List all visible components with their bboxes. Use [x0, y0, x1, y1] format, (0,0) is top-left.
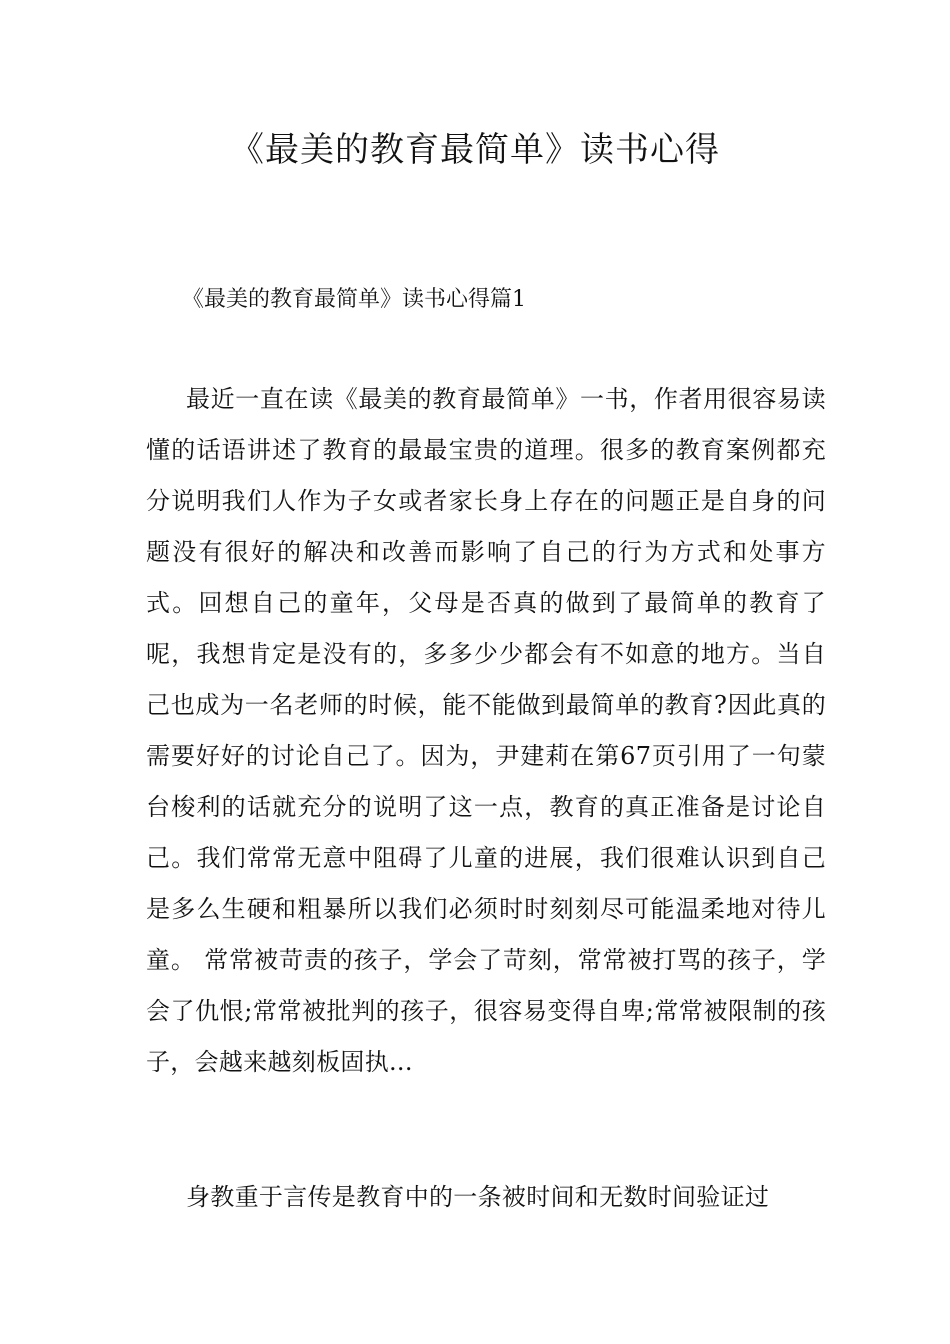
section-heading: 《最美的教育最简单》读书心得篇1 — [182, 287, 526, 312]
document-title: 《最美的教育最简单》读书心得 — [230, 130, 720, 170]
body-paragraph-1: 最近一直在读《最美的教育最简单》一书，作者用很容易读懂的话语讲述了教育的最最宝贵的道理。很多的教育案例都充分说明我们人作为子女或者家长身上存在的问题正是自身的问题没有很好的解决和改善而影响了自己的行为方式和处事方式。回想自己的童年，父母是否真的做到了最简单的教育了呢，我想肯定是没有的，多多少少都会有不如意的地方。当自己也成为一名老师的时候，能不能做到最简单的教育?因此真的需要好好的讨论自己了。因为，尹建莉在第67页引用了一句蒙台梭利的话就充分的说明了这一点，教育的真正准备是讨论自己。我们常常无意中阻碍了儿童的进展，我们很难认识到自己是多么生硬和粗暴所以我们必须时时刻刻尽可能温柔地对待儿童。 常常被苛责的孩子，学会了苛刻，常常被打骂的孩子，学会了仇恨;常常被批判的孩子，很容易变得自卑;常常被限制的孩子，会越来越刻板固执... — [146, 385, 826, 1076]
body-paragraph-2: 身教重于言传是教育中的一条被时间和无数时间验证过 — [186, 1183, 770, 1211]
